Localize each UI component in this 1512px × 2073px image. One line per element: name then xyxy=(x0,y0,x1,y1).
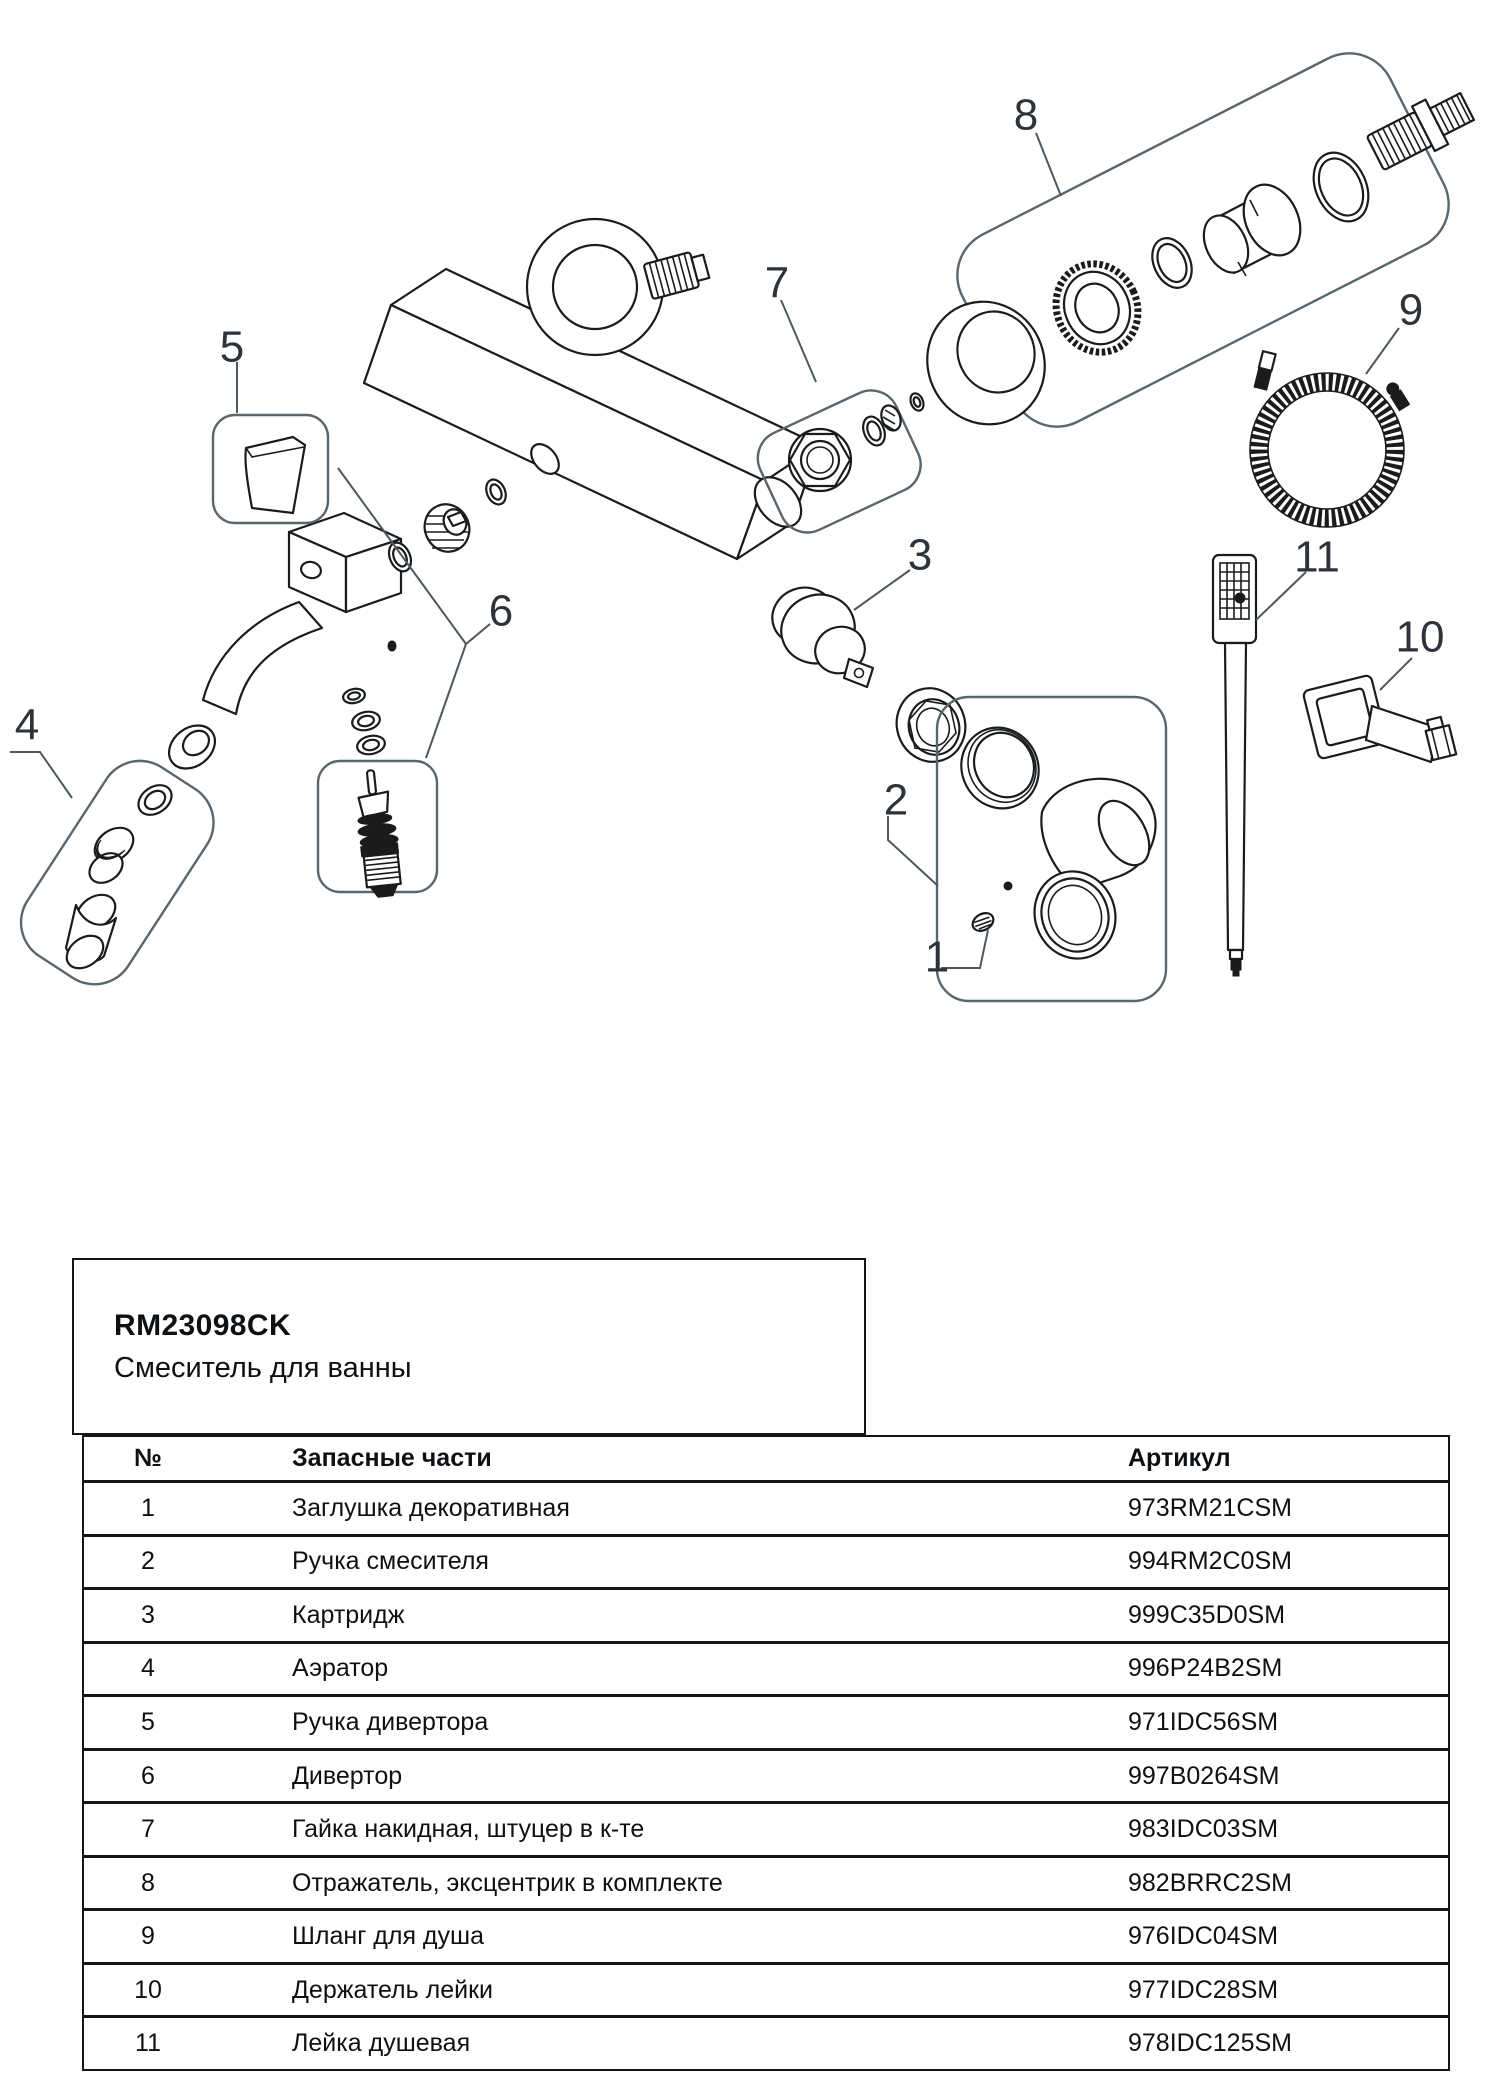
row-name: Ручка смесителя xyxy=(292,1547,489,1576)
callout-number-7: 7 xyxy=(764,258,790,308)
aerator-group xyxy=(6,746,229,1000)
row-name: Дивертор xyxy=(292,1761,403,1790)
callout-leader-3 xyxy=(854,570,910,610)
callout-leader-9 xyxy=(1366,328,1399,374)
callout-leader-2 xyxy=(888,816,938,886)
table-row xyxy=(84,1483,1448,1537)
product-name: Смеситель для ванны xyxy=(114,1351,412,1384)
callout-leader-10 xyxy=(1380,658,1412,690)
callout-leader-8 xyxy=(1036,133,1061,196)
table-row xyxy=(84,1858,1448,1912)
callout-number-2: 2 xyxy=(883,775,909,825)
table-row xyxy=(84,1751,1448,1805)
row-name: Отражатель, эксцентрик в комплекте xyxy=(292,1868,723,1897)
table-row xyxy=(84,1537,1448,1591)
hand-shower xyxy=(1213,555,1256,976)
row-num: 4 xyxy=(141,1654,155,1683)
table-header xyxy=(84,1437,1448,1483)
header-article: Артикул xyxy=(1128,1444,1231,1472)
row-num: 7 xyxy=(141,1815,155,1844)
row-name: Держатель лейки xyxy=(292,1975,493,2004)
row-name: Гайка накидная, штуцер в к-те xyxy=(292,1815,645,1844)
table-row xyxy=(84,1644,1448,1698)
callout-number-9: 9 xyxy=(1398,285,1424,335)
row-article: 982BRRC2SM xyxy=(1128,1868,1292,1897)
row-num: 10 xyxy=(134,1975,162,2004)
row-name: Картридж xyxy=(292,1600,405,1629)
parts-table xyxy=(82,1435,1450,2071)
row-name: Заглушка декоративная xyxy=(292,1493,570,1522)
row-num: 6 xyxy=(141,1761,155,1790)
row-article: 983IDC03SM xyxy=(1128,1815,1279,1844)
row-num: 8 xyxy=(141,1868,155,1897)
table-row xyxy=(84,1804,1448,1858)
row-article: 976IDC04SM xyxy=(1128,1922,1279,1951)
row-num: 2 xyxy=(141,1547,155,1576)
row-article: 973RM21CSM xyxy=(1128,1493,1292,1522)
row-num: 5 xyxy=(141,1707,155,1736)
diverter-plug-and-rings xyxy=(385,476,510,574)
callout-number-3: 3 xyxy=(907,530,933,580)
eccentric xyxy=(1364,84,1478,175)
row-name: Лейка душевая xyxy=(292,2029,471,2058)
shower-holder xyxy=(1303,675,1457,762)
callout-number-10: 10 xyxy=(1395,612,1445,662)
row-name: Аэратор xyxy=(292,1654,389,1683)
header-name: Запасные части xyxy=(292,1444,492,1472)
handle-group xyxy=(937,697,1166,1001)
header-num: № xyxy=(134,1444,162,1472)
callout-number-8: 8 xyxy=(1013,90,1039,140)
row-article: 978IDC125SM xyxy=(1128,2029,1292,2058)
row-article: 997B0264SM xyxy=(1128,1761,1280,1790)
table-row xyxy=(84,1911,1448,1965)
row-num: 9 xyxy=(141,1922,155,1951)
shower-hose xyxy=(1250,351,1410,527)
table-row xyxy=(84,1697,1448,1751)
row-num: 3 xyxy=(141,1600,155,1629)
row-article: 999C35D0SM xyxy=(1128,1600,1286,1629)
callout-leader-7 xyxy=(781,300,816,382)
row-article: 971IDC56SM xyxy=(1128,1707,1279,1736)
row-article: 977IDC28SM xyxy=(1128,1975,1279,2004)
callout-leader-6 xyxy=(426,644,466,758)
row-num: 11 xyxy=(135,2029,161,2058)
callout-number-1: 1 xyxy=(924,932,950,982)
row-name: Шланг для душа xyxy=(292,1922,484,1951)
callout-leader-4 xyxy=(10,752,72,798)
callout-number-11: 11 xyxy=(1294,532,1340,582)
callout-number-6: 6 xyxy=(488,586,514,636)
table-row xyxy=(84,2018,1448,2069)
table-row xyxy=(84,1965,1448,2019)
decorative-plug xyxy=(969,910,996,935)
row-article: 996P24B2SM xyxy=(1128,1654,1283,1683)
title-block xyxy=(72,1258,866,1435)
callout-number-5: 5 xyxy=(219,322,245,372)
diverter-o-rings xyxy=(342,687,387,757)
cartridge xyxy=(764,579,873,687)
diverter-group xyxy=(318,761,437,899)
model-number: RM23098CK xyxy=(114,1308,292,1342)
table-row xyxy=(84,1590,1448,1644)
row-num: 1 xyxy=(141,1493,155,1522)
row-article: 994RM2C0SM xyxy=(1128,1547,1292,1576)
row-name: Ручка дивертора xyxy=(292,1707,489,1736)
callout-number-4: 4 xyxy=(14,700,40,750)
diverter-handle-group xyxy=(213,415,328,523)
